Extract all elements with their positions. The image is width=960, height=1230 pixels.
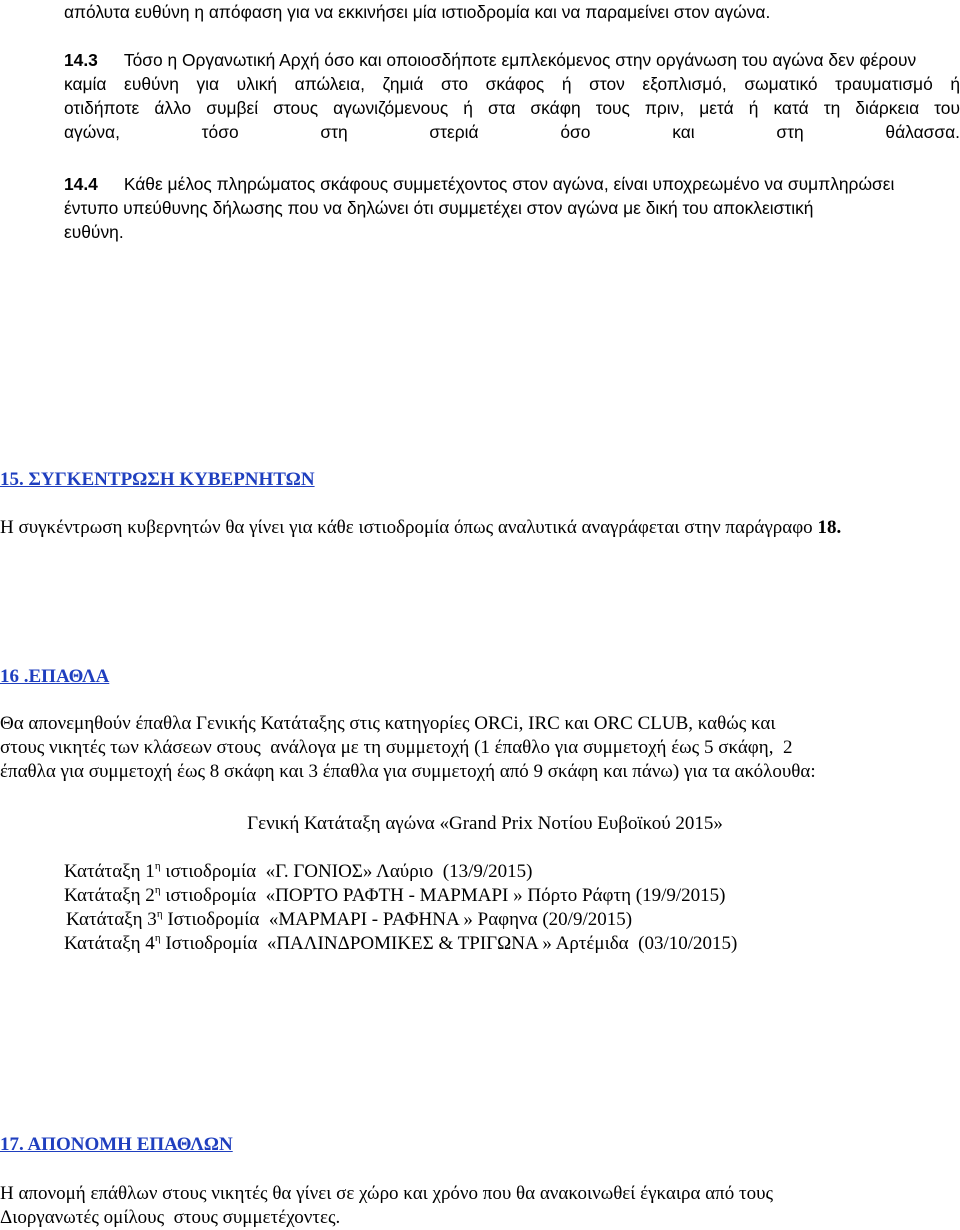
paragraph-14-3-line4: αγώνα, τόσο στη στεριά όσο και στη θάλασσα. [64, 122, 960, 142]
race-item-4: Κατάταξη $4^\eta$ Ιστιοδρομία «ΠΑΛΙΝΔΡΟΜΙΚΕΣ & ΤΡΙΓΩΝΑ » Αρτέμιδα (03/10/2015) [64, 932, 738, 954]
paragraph-14-3 [64, 48, 960, 144]
section-16-line1: Θα απονεμηθούν έπαθλα Γενικής Κατάταξης στις κατηγορίες ORCi, IRC και ORC CLUB, καθώς και [0, 713, 776, 734]
section-17-heading: 17. ΑΠΟΝΟΜΗ ΕΠΑΘΛΩΝ [0, 1134, 233, 1155]
general-classification-title: Γενική Κατάταξη αγώνα «Grand Prix Νοτίου Ευβοϊκού 2015» [247, 813, 723, 834]
paragraph-14-3-line3: οτιδήποτε άλλο συμβεί στους αγωνιζόμενους ή στα σκάφη τους πριν, μετά ή κατά τη διάρκεια του [64, 98, 960, 118]
paragraph-14-3-number: 14.3 [64, 50, 98, 70]
race-item-3: Κατάταξη $3^\eta$ Ιστιοδρομία «ΜΑΡΜΑΡΙ - ΡΑΦΗΝΑ » Ραφηνα (20/9/2015) [66, 908, 633, 930]
section-15-text: Η συγκέντρωση κυβερνητών θα γίνει για κάθε ιστιοδρομία όπως αναλυτικά αναγράφεται στην παράγραφο 18. [0, 517, 842, 538]
section-17-line2: Διοργανωτές ομίλους στους συμμετέχοντες. [0, 1207, 341, 1228]
section-16-line3: έπαθλα για συμμετοχή έως 8 σκάφη και 3 έπαθλα για συμμετοχή από 9 σκάφη και πάνω) για τα ακόλουθα: [0, 761, 816, 782]
section-16-body [0, 712, 955, 784]
race-item-2: Κατάταξη $2^\eta$ ιστιοδρομία «ΠΟΡΤΟ ΡΑΦΤΗ - ΜΑΡΜΑΡΙ » Πόρτο Ράφτη (19/9/2015) [64, 884, 726, 906]
race-item-1: Κατάταξη $1^\eta$ ιστιοδρομία «Γ. ΓΟΝΙΟΣ» Λαύριο (13/9/2015) [64, 860, 533, 882]
paragraph-14-4-number: 14.4 [64, 174, 98, 194]
section-16-line2: στους νικητές των κλάσεων στους ανάλογα με τη συμμετοχή (1 έπαθλο για συμμετοχή έως 5 σκάφη, 2 [0, 737, 793, 758]
race-list [64, 860, 737, 956]
section-16-heading: 16 .ΕΠΑΘΛΑ [0, 666, 110, 687]
continuation-line: απόλυτα ευθύνη η απόφαση για να εκκινήσει μία ιστιοδρομία και να παραμείνει στον αγώνα. [64, 2, 771, 22]
section-17-body [0, 1182, 955, 1230]
paragraph-14-4-line3: ευθύνη. [64, 222, 124, 242]
paragraph-14-4 [64, 172, 960, 244]
section-15-heading: 15. ΣΥΓΚΕΝΤΡΩΣΗ ΚΥΒΕΡΝΗΤΩΝ [0, 469, 315, 490]
paragraph-14-3-line2: καμία ευθύνη για υλική απώλεια, ζημιά στο σκάφος ή στον εξοπλισμό, σωματικό τραυματισμό ή [64, 74, 960, 94]
section-15-ref: 18. [817, 517, 842, 538]
section-17-line1: Η απονομή επάθλων στους νικητές θα γίνει σε χώρο και χρόνο που θα ανακοινωθεί έγκαιρα από τους [0, 1183, 774, 1204]
paragraph-14-4-line1: 14.4 Κάθε μέλος πληρώματος σκάφους συμμετέχοντος στον αγώνα, είναι υποχρεωμένο να συμπληρώσει [64, 174, 895, 194]
paragraph-14-3-line1: 14.3 Τόσο η Οργανωτική Αρχή όσο και οποιοσδήποτε εμπλεκόμενος στην οργάνωση του αγώνα δεν φέρουν [64, 50, 917, 70]
paragraph-14-4-line2: έντυπο υπεύθυνης δήλωσης που να δηλώνει ότι συμμετέχει στον αγώνα με δική του αποκλειστική [64, 198, 814, 218]
